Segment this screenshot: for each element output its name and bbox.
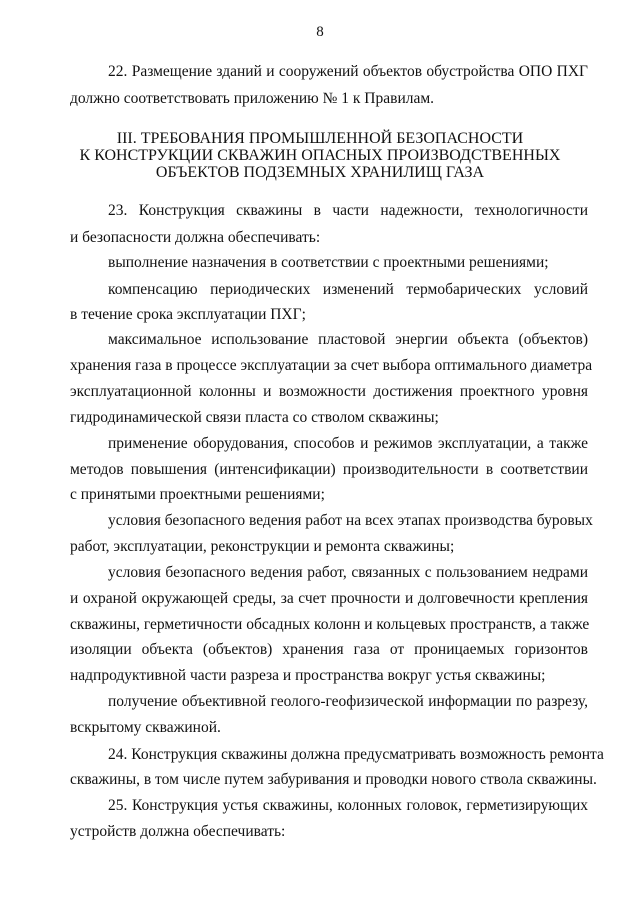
page-number: 8	[316, 24, 324, 40]
